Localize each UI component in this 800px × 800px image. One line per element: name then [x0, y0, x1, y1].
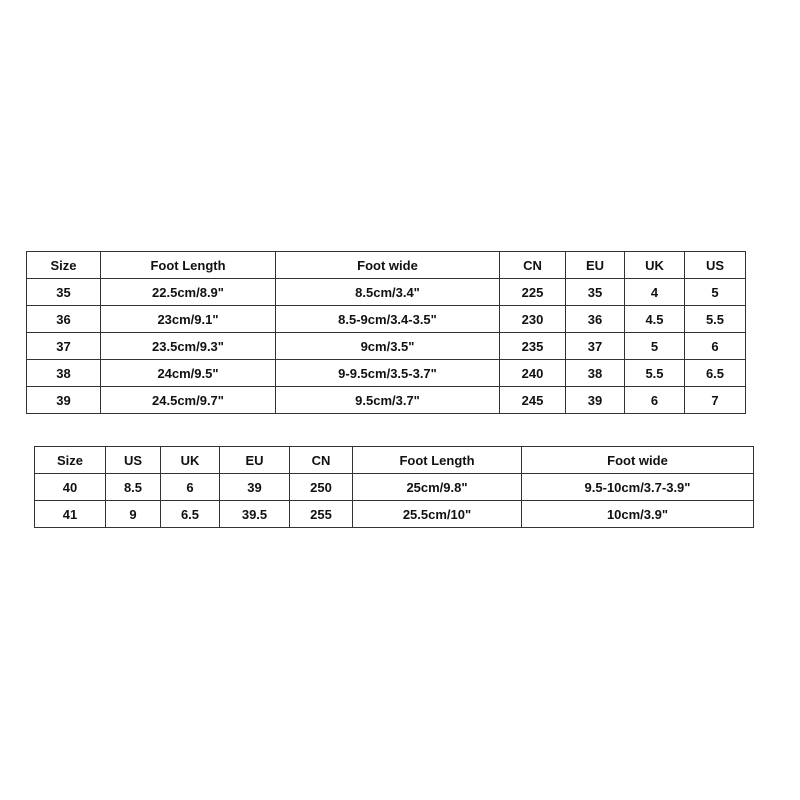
cell-foot-wide: 9.5cm/3.7": [276, 387, 500, 414]
cell-size: 37: [27, 333, 101, 360]
cell-eu: 39: [566, 387, 625, 414]
cell-uk: 5.5: [625, 360, 685, 387]
cell-cn: 250: [290, 474, 353, 501]
header-cn: CN: [500, 252, 566, 279]
table-row: [27, 279, 746, 306]
header-uk: UK: [161, 447, 220, 474]
cell-eu: 37: [566, 333, 625, 360]
header-uk: UK: [625, 252, 685, 279]
cell-foot-length: 25.5cm/10": [353, 501, 522, 528]
cell-foot-wide: 9cm/3.5": [276, 333, 500, 360]
header-foot-length: Foot Length: [101, 252, 276, 279]
table-row: [35, 474, 754, 501]
cell-size: 40: [35, 474, 106, 501]
cell-cn: 230: [500, 306, 566, 333]
cell-size: 35: [27, 279, 101, 306]
cell-size: 36: [27, 306, 101, 333]
cell-uk: 6.5: [161, 501, 220, 528]
cell-foot-wide: 8.5cm/3.4": [276, 279, 500, 306]
cell-size: 39: [27, 387, 101, 414]
cell-foot-wide: 8.5-9cm/3.4-3.5": [276, 306, 500, 333]
cell-foot-length: 24.5cm/9.7": [101, 387, 276, 414]
cell-foot-length: 23cm/9.1": [101, 306, 276, 333]
cell-eu: 38: [566, 360, 625, 387]
cell-cn: 255: [290, 501, 353, 528]
cell-cn: 240: [500, 360, 566, 387]
cell-us: 8.5: [106, 474, 161, 501]
cell-cn: 245: [500, 387, 566, 414]
size-chart-table-2: [34, 446, 754, 528]
cell-foot-length: 25cm/9.8": [353, 474, 522, 501]
cell-us: 5: [685, 279, 746, 306]
header-eu: EU: [220, 447, 290, 474]
cell-foot-wide: 9-9.5cm/3.5-3.7": [276, 360, 500, 387]
cell-us: 7: [685, 387, 746, 414]
cell-cn: 225: [500, 279, 566, 306]
cell-eu: 39.5: [220, 501, 290, 528]
cell-eu: 36: [566, 306, 625, 333]
cell-foot-wide: 10cm/3.9": [522, 501, 754, 528]
table-row: [35, 501, 754, 528]
cell-size: 38: [27, 360, 101, 387]
header-us: US: [106, 447, 161, 474]
header-cn: CN: [290, 447, 353, 474]
cell-us: 6: [685, 333, 746, 360]
cell-eu: 39: [220, 474, 290, 501]
table-header-row: [27, 252, 746, 279]
table-row: [27, 306, 746, 333]
cell-size: 41: [35, 501, 106, 528]
cell-uk: 5: [625, 333, 685, 360]
cell-us: 9: [106, 501, 161, 528]
cell-uk: 4.5: [625, 306, 685, 333]
header-us: US: [685, 252, 746, 279]
header-eu: EU: [566, 252, 625, 279]
table-row: [27, 360, 746, 387]
cell-uk: 6: [625, 387, 685, 414]
header-foot-wide: Foot wide: [276, 252, 500, 279]
cell-foot-length: 22.5cm/8.9": [101, 279, 276, 306]
header-foot-wide: Foot wide: [522, 447, 754, 474]
table-row: [27, 387, 746, 414]
cell-eu: 35: [566, 279, 625, 306]
cell-us: 5.5: [685, 306, 746, 333]
header-size: Size: [35, 447, 106, 474]
size-chart-table-1: [26, 251, 746, 414]
header-foot-length: Foot Length: [353, 447, 522, 474]
cell-foot-wide: 9.5-10cm/3.7-3.9": [522, 474, 754, 501]
cell-us: 6.5: [685, 360, 746, 387]
cell-uk: 6: [161, 474, 220, 501]
table-header-row: [35, 447, 754, 474]
cell-foot-length: 24cm/9.5": [101, 360, 276, 387]
header-size: Size: [27, 252, 101, 279]
cell-foot-length: 23.5cm/9.3": [101, 333, 276, 360]
table-row: [27, 333, 746, 360]
cell-uk: 4: [625, 279, 685, 306]
cell-cn: 235: [500, 333, 566, 360]
